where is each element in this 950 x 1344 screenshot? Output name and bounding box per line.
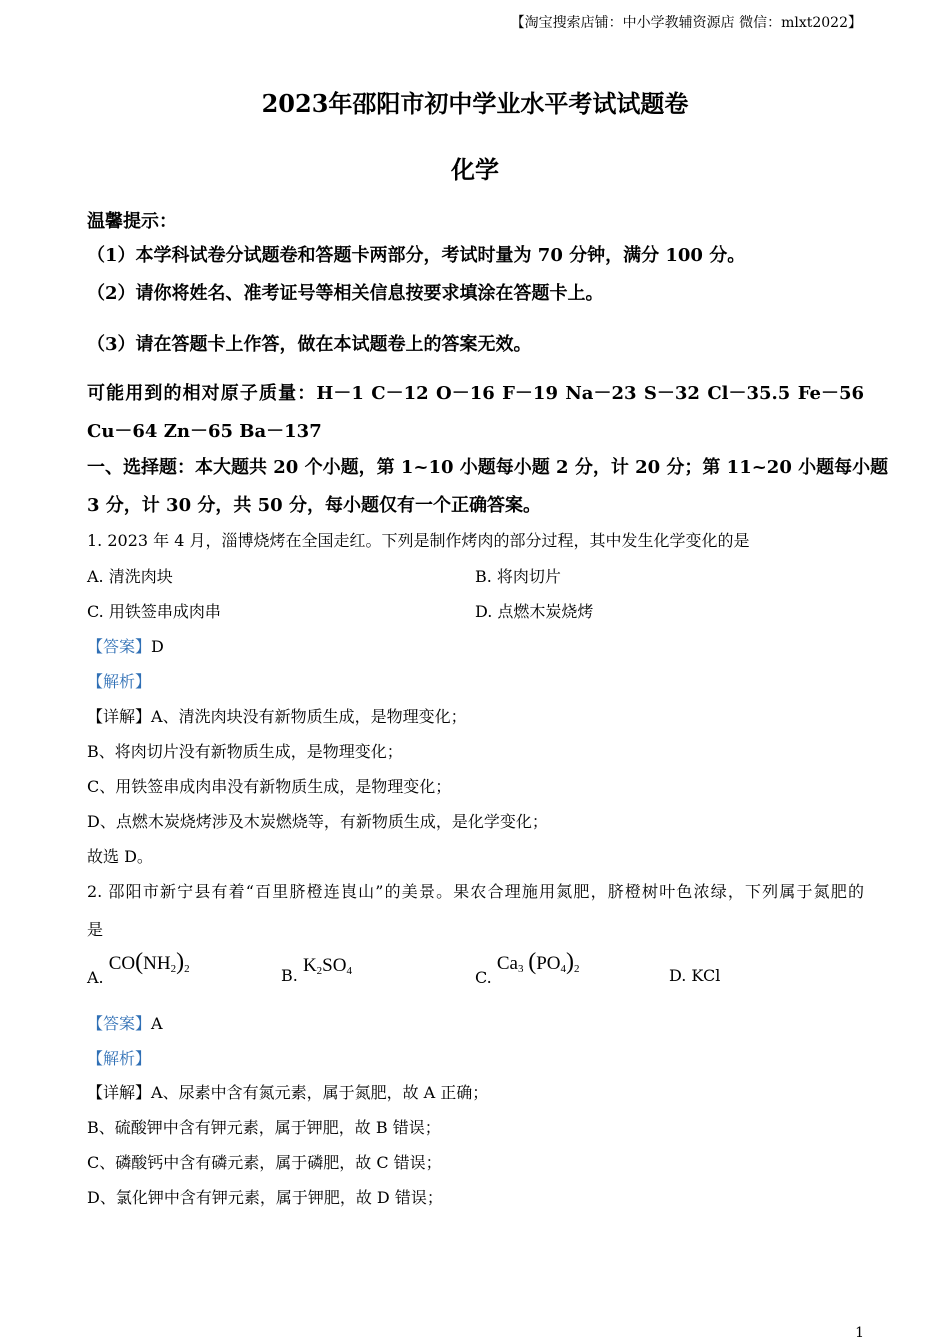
atomic-mass-line-2: Cu－64 Zn－65 Ba－137 [87,421,322,442]
tip-item-3: （3）请在答题卡上作答，做在本试题卷上的答案无效。 [87,334,532,355]
q2-option-b [281,955,352,985]
formula-potassium-sulfate: $K_2SO_4$ [302,955,352,977]
answer-value: A [151,1014,163,1033]
question-2-stem-line-1: 2. 邵阳市新宁县有着“百里脐橙连崀山”的美景。果农合理施用氮肥，脐橙树叶色浓绿，下列属于氮肥的 [87,882,864,901]
detail-label: 【详解】 [87,1083,152,1102]
q1-detail-2: B、将肉切片没有新物质生成，是物理变化； [87,742,403,761]
answer-label: 【答案】 [87,637,152,656]
detail-text: A、清洗肉块没有新物质生成，是物理变化； [151,707,467,726]
q2-detail-2: B、硫酸钾中含有钾元素，属于钾肥，故 B 错误； [87,1118,441,1137]
formula-urea: $CO(NH_2)_2$ [108,949,190,975]
tip-item-1: （1）本学科试卷分试题卷和答题卡两部分，考试时量为 70 分钟，满分 100 分。 [87,245,746,266]
q2-detail-1 [87,1082,864,1104]
option-letter: B. [281,966,298,985]
q1-option-d: D. 点燃木炭烧烤 [475,602,594,621]
q2-detail-3: C、磷酸钙中含有磷元素，属于磷肥，故 C 错误； [87,1153,442,1172]
q2-option-c [475,949,580,987]
q1-detail-5: 故选 D。 [87,847,153,866]
q1-option-b: B. 将肉切片 [475,567,561,586]
q1-detail-3: C、用铁签串成肉串没有新物质生成，是物理变化； [87,777,452,796]
header-note: 【淘宝搜索店铺：中小学教辅资源店 微信：mlxt2022】 [510,15,862,31]
tip-item-2: （2）请你将姓名、准考证号等相关信息按要求填涂在答题卡上。 [87,283,604,304]
question-2-stem-line-2: 是 [87,920,104,939]
q2-detail-4: D、氯化钾中含有钾元素，属于钾肥，故 D 错误； [87,1188,443,1207]
detail-label: 【详解】 [87,707,152,726]
section-heading-line-2: 3 分，计 30 分，共 50 分，每小题仅有一个正确答案。 [87,495,541,516]
answer-value: D [151,637,164,656]
answer-label: 【答案】 [87,1014,152,1033]
page-title: 2023年邵阳市初中学业水平考试试题卷 [261,89,689,118]
option-letter: C. [475,968,492,987]
q2-option-a [87,949,190,987]
q2-option-d: D. KCl [669,966,721,985]
q1-detail-1 [87,706,864,728]
question-1-stem: 1. 2023 年 4 月，淄博烧烤在全国走红。下列是制作烤肉的部分过程，其中发生化学变化的是 [87,531,750,550]
q1-answer [87,636,864,658]
q1-analysis-label: 【解析】 [87,672,152,691]
q1-option-a: A. 清洗肉块 [87,567,173,586]
formula-calcium-phosphate: $Ca_3$ $(PO_4)_2$ [496,949,580,975]
page-number: 1 [855,1325,864,1341]
q2-answer [87,1013,864,1035]
section-heading-line-1: 一、选择题：本大题共 20 个小题，第 1~10 小题每小题 2 分，计 20 分；第 11~20 小题每小题 [87,457,889,478]
subject-title: 化学 [451,155,499,184]
detail-text: A、尿素中含有氮元素，属于氮肥，故 A 正确； [151,1083,489,1102]
atomic-mass-line-1: 可能用到的相对原子质量：H－1 C－12 O－16 F－19 Na－23 S－32 Cl－35.5 Fe－56 [87,383,864,404]
tips-heading: 温馨提示： [87,211,177,232]
option-letter: A. [87,968,104,987]
q1-option-c: C. 用铁签串成肉串 [87,602,221,621]
q1-detail-4: D、点燃木炭烧烤涉及木炭燃烧等，有新物质生成，是化学变化； [87,812,548,831]
q2-analysis-label: 【解析】 [87,1049,152,1068]
